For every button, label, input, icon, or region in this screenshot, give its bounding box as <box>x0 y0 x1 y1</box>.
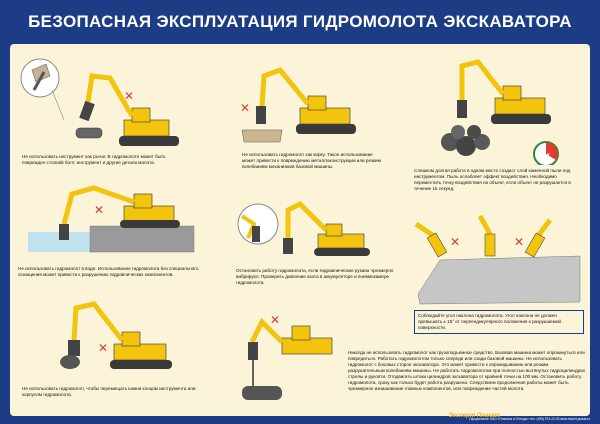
forbidden-cross-icon: ✕ <box>94 203 105 217</box>
hammer-tilted-right-icon <box>525 220 550 257</box>
lever-illustration <box>14 50 194 158</box>
rock-pile-icon <box>441 125 490 156</box>
pick-illustration <box>222 50 392 150</box>
footer-imprint: Оформление ОАО «Плакаты и Стенды» тел. (495) 974-22-03 www.expert-plakat.ru <box>469 417 590 421</box>
excavator-icon <box>457 62 551 124</box>
stone-icon <box>60 355 80 369</box>
ground-block-icon <box>242 130 282 142</box>
rule-cell-dust <box>410 50 586 200</box>
excavator-icon <box>68 304 172 369</box>
hammer-tilted-left-icon <box>416 224 447 257</box>
page-title: БЕЗОПАСНАЯ ЭКСПЛУАТАЦИЯ ГИДРОМОЛОТА ЭКСКАВАТОРА <box>28 12 572 31</box>
forbidden-cross-icon: ✕ <box>450 235 461 249</box>
excavator-icon <box>248 322 332 360</box>
hanging-pipe-icon <box>242 386 282 400</box>
rule-cell-moving-stones <box>14 290 214 412</box>
caption-lever: Не использовать инструмент как рычаг. В гидромолоте может быть поврежден стоповй болт, инструмент и другие детали молота. <box>22 154 166 165</box>
rule-cell-angle <box>410 206 586 334</box>
rock-slab-icon <box>418 256 580 304</box>
angle-illustration <box>410 206 586 306</box>
gravel-bank-icon <box>90 226 194 252</box>
rule-cell-pick <box>222 50 392 169</box>
moving-stones-illustration <box>14 290 214 376</box>
rule-cell-water <box>14 184 214 284</box>
caption-lifting: Никогда не использовать гидромолот как грузоподъемное средство. Базовая машина может опрокинуться или повредиться. Работать гидромолотом только спереди или сзади базовой машины. Не использовать гидромолот с боковых сторон экскаватора. Это может привести к опрокидыванию или резким разрушительным колебаниям машины. Не работать гидромолотом при полностью вытянутых гидроцилиндрах стрелы и рукояти. Отодвигать штоки цилиндров экскаватора от крайней точки на 100 мм. Остановить работу гидромолота, сразу как только будет работа разрушена. Следствием продолжения работы может быть чрезмерное изнашивание главных компонентов, или повреждение частей молота. <box>348 350 586 391</box>
water-illustration <box>14 184 214 256</box>
forbidden-cross-icon: ✕ <box>240 101 251 115</box>
excavator-icon <box>283 204 370 256</box>
forbidden-cross-icon: ✕ <box>270 313 281 327</box>
caption-moving-stones: Не использовать гидромолот, чтобы перемещать камни концом инструмента или корпусом гидромолота. <box>22 386 196 397</box>
caption-hoses: Остановить работу гидромолота, если гидравлические рукава чрезмерно вибрируют. Проверить давление азота в аккумуляторе и пневмокамере гидромолота. <box>236 268 394 285</box>
rule-cell-lever <box>14 50 194 165</box>
content-panel <box>10 44 590 416</box>
forbidden-cross-icon: ✕ <box>514 235 525 249</box>
hoses-illustration <box>228 194 398 264</box>
stone-block-icon <box>76 128 102 138</box>
excavator-icon <box>256 70 356 134</box>
caption-angle: Соблюдайте угол наклона гидромолота. Угол наклона не должен превышать ± 15° от перпендикулярного положения к разрушаемой поверхности. <box>414 310 584 334</box>
hammer-vertical-icon <box>480 216 495 256</box>
caption-dust: Слишком долгая работа в одном месте создаст слой каменной пыли под инструментом. Пыль ослабляет эффект воздействия. Необходимо переместить точку воздействия на объект, если объект не разрушается в течение 15 секунд. <box>414 168 571 191</box>
dust-illustration <box>410 50 586 165</box>
caption-pick: Не использовать гидромолот как кирку. Такое использование может привести к повреждению металлоконструкции или резким колебаниям механизмов базовой машины. <box>242 152 381 169</box>
forbidden-cross-icon: ✕ <box>124 89 135 103</box>
brand-logo: Эксперт Плакат <box>448 413 500 419</box>
rule-cell-hoses <box>228 194 398 304</box>
caption-water: Не использовать гидромолот в воде. Использование гидромолота без специального оснащения может привести к разрушению гидравлических компонентов. <box>18 266 199 277</box>
timer-badge-label: max <box>538 153 551 159</box>
forbidden-cross-icon: ✕ <box>98 341 109 355</box>
